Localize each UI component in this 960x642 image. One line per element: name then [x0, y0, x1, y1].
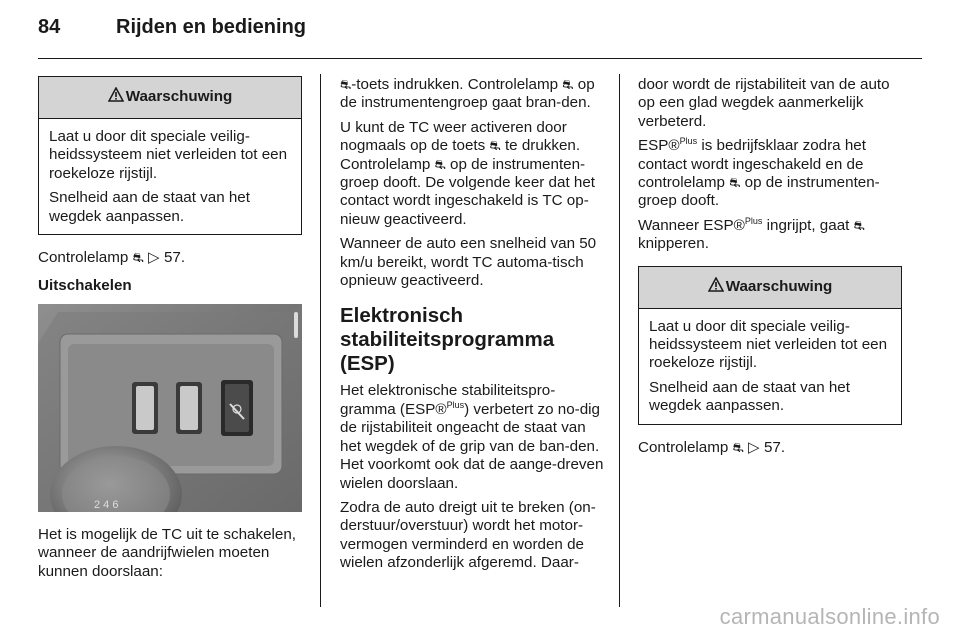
switch-buttons	[132, 380, 253, 436]
body-text: ⛐-toets indrukken. Controlelamp ⛐ op de instrumentengroep gaat bran-den.	[340, 76, 595, 112]
gear-numbers: 2 4 6	[94, 498, 119, 511]
page-header	[38, 16, 306, 50]
tc-button-photo	[38, 304, 302, 512]
body-text: Zodra de auto dreigt uit te breken (on-derstuur/overstuur) wordt het motor-vermogen verminderd en worden de wielen afzonderlijk afgeremd. Daar-	[340, 498, 596, 572]
esp-icon: ⛐	[729, 175, 741, 191]
lamp-page-link[interactable]: 57.	[163, 249, 186, 267]
column-1	[38, 76, 302, 587]
body-text: ESP®$^{Plus}$ is bedrijfsklaar zodra het contact wordt ingeschakeld en de controlelamp ⛐ op de instrumenten-groep dooft.	[638, 136, 880, 210]
lamp-page-link[interactable]: 57.	[763, 438, 786, 456]
warning-text: Laat u door dit speciale veilig-heidssysteem niet verleiden tot een roekeloze rijstijl.	[49, 128, 288, 182]
lamp-reference: Controlelamp ⛐ ▷ 57.	[638, 438, 786, 456]
warning-text: Snelheid aan de staat van het wegdek aanpassen.	[649, 378, 850, 415]
warning-header	[39, 77, 301, 119]
section-title-esp: Elektronisch stabiliteitsprogramma (ESP)	[340, 304, 555, 376]
column-divider	[619, 74, 620, 607]
warning-triangle-icon	[108, 87, 124, 107]
column-2	[340, 76, 606, 579]
body-text: Wanneer de auto een snelheid van 50 km/u bereikt, wordt TC automa-tisch opnieuw geactiveerd.	[340, 235, 597, 290]
body-text: Wanneer ESP®$^{Plus}$ ingrijpt, gaat ⛐ knipperen.	[638, 215, 865, 253]
traction-control-icon: ⛐	[340, 77, 352, 92]
esp-icon: ⛐	[732, 439, 744, 455]
warning-triangle-icon	[708, 277, 724, 297]
lamp-reference: Controlelamp ⛐ ▷ 57.	[38, 249, 186, 267]
page-ref-icon: ▷	[148, 249, 160, 267]
watermark: carmanualsonline.info	[719, 604, 940, 629]
warning-title: Waarschuwing	[125, 88, 233, 106]
body-text: door wordt de rijstabiliteit van de auto op een glad wegdek aanmerkelijk verbeterd.	[638, 76, 890, 130]
warning-text: Snelheid aan de staat van het wegdek aanpassen.	[49, 189, 250, 225]
warning-title: Waarschuwing	[725, 277, 833, 295]
page-ref-icon: ▷	[748, 438, 760, 456]
traction-control-icon: ⛐	[562, 77, 574, 92]
warning-header	[639, 267, 901, 309]
body-text: U kunt de TC weer activeren door nogmaals op de toets ⛐ te drukken. Controlelamp ⛐ op de instrumenten-groep dooft. De volgende keer dat het contact wordt ingeschakeld is TC op-nieuw geactiveerd.	[340, 118, 595, 228]
warning-box	[638, 266, 902, 425]
body-text: Het is mogelijk de TC uit te schakelen, wanneer de aandrijfwielen moeten kunnen doorslaan:	[38, 525, 297, 580]
traction-control-icon: ⛐	[132, 250, 144, 266]
traction-control-icon: ⛐	[489, 138, 501, 154]
header-divider	[38, 58, 922, 59]
warning-body	[639, 309, 901, 424]
column-divider	[320, 74, 321, 607]
traction-control-icon: ⛐	[434, 156, 446, 172]
page-number: 84	[38, 16, 61, 38]
warning-text: Laat u door dit speciale veilig-heidssysteem niet verleiden tot een roekeloze rijstijl.	[649, 317, 888, 372]
body-text: Het elektronische stabiliteitspro-gramma (ESP®$^{Plus}$) verbetert zo no-dig de rijstabiliteit ongeacht de staat van het wegdek of de grip van de ban-den. Het voorkomt ook dat de aange-dreven wielen doorslaan.	[340, 382, 604, 492]
warning-box	[38, 76, 302, 235]
esp-icon: ⛐	[853, 217, 865, 233]
subheading-uitschakelen: Uitschakelen	[38, 277, 132, 295]
warning-body	[39, 119, 301, 234]
column-3	[638, 76, 902, 463]
page-title: Rijden en bediening	[116, 16, 307, 38]
